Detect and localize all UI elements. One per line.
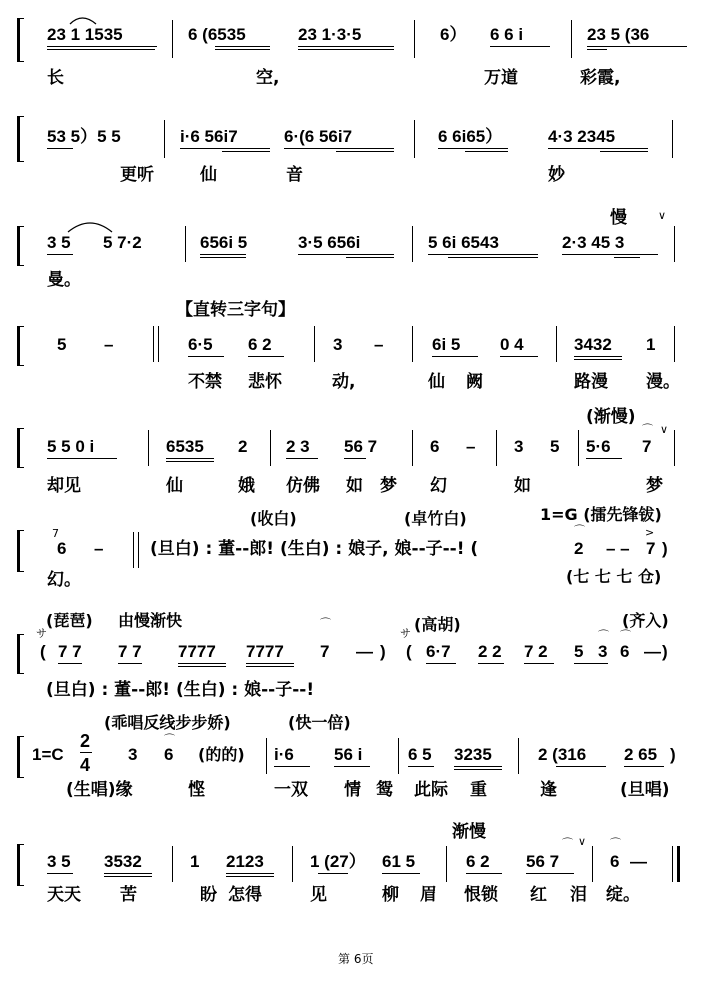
note: 3: [333, 335, 343, 354]
aria-label: (乖唱反线步步娇): [104, 713, 231, 732]
lyric: 不禁: [188, 372, 222, 392]
fermata-icon: ⌒: [610, 837, 621, 850]
note-group: 6 2: [466, 852, 490, 871]
lyric: 仙: [166, 476, 183, 496]
lyric: 音: [286, 165, 303, 185]
breath-mark: ∨: [578, 835, 587, 848]
time-signature-top: 2: [80, 731, 91, 751]
fermata-icon: ⌒: [164, 733, 175, 746]
lyric: 却见: [47, 476, 81, 496]
note-group: 2 65: [624, 745, 658, 764]
note-group: 23 5 (36: [587, 25, 650, 44]
note-group: 6·(6 56i7: [284, 127, 353, 146]
lyric: 红: [530, 885, 547, 905]
note: –: [374, 335, 384, 354]
note-group: 7777: [246, 642, 284, 661]
tempo-mark: 由慢渐快: [118, 611, 183, 630]
note-group: 6）: [440, 25, 467, 44]
note: 6: [620, 642, 630, 661]
note-group: 3532: [104, 852, 142, 871]
lyric: 悲怀: [248, 372, 282, 392]
note-group: 6 (6535: [188, 25, 246, 44]
note-group: 7 7: [118, 642, 142, 661]
note-group: 7 7: [58, 642, 82, 661]
note: 3: [598, 642, 608, 661]
note-group: 6 2: [248, 335, 272, 354]
lyric: 仙: [428, 372, 445, 392]
note-group: 53 5）5 5: [47, 127, 121, 146]
note-group: 2123: [226, 852, 264, 871]
note: 6: [57, 539, 67, 558]
dash: —: [630, 852, 647, 871]
instrument-label: (高胡): [414, 615, 461, 634]
key-signature: 1=C: [32, 745, 64, 764]
note: 6: [430, 437, 440, 456]
cue-label: (卓竹白): [404, 509, 467, 528]
note-group: 6i 5: [432, 335, 461, 354]
lyric: 柳: [382, 885, 399, 905]
note-group: 3 5: [47, 233, 71, 252]
note-group: 3·5 656i: [298, 233, 361, 252]
note-group: 3235: [454, 745, 492, 764]
note: –: [94, 539, 104, 558]
note-group: 23 1·3·5: [298, 25, 362, 44]
lyric: 仙: [200, 165, 217, 185]
lyric: 一双: [274, 780, 308, 800]
note: 6: [610, 852, 620, 871]
note: –: [104, 335, 114, 354]
note-group: 2 2: [478, 642, 502, 661]
lyric: 如: [346, 476, 363, 496]
tempo-mark: 慢: [610, 208, 627, 228]
lyric: 路漫: [574, 372, 608, 392]
close-paren: ): [380, 642, 386, 661]
lyric: 曼。: [47, 270, 81, 290]
note: –: [466, 437, 476, 456]
lyric: (旦唱): [620, 780, 670, 800]
note: 7: [642, 437, 652, 456]
lyric: 重: [470, 780, 487, 800]
lyric: 长: [47, 68, 64, 88]
fermata-icon: ⌒: [598, 629, 609, 642]
fermata-icon: ⌒: [642, 423, 653, 436]
cue-label: (收白): [250, 509, 297, 528]
note-group: i·6: [274, 745, 294, 764]
lyric: 眉: [420, 885, 437, 905]
time-signature-bottom: 4: [80, 755, 91, 775]
slur-icon: [70, 18, 96, 24]
lyric: 漫。: [646, 372, 680, 392]
fermata-icon: ⌒: [620, 629, 631, 642]
lyric: 妙: [548, 165, 565, 185]
lyric: 逢: [540, 780, 557, 800]
lyric: 见: [310, 885, 327, 905]
note-group: 5 7·2: [103, 233, 142, 252]
lyric: 鸳: [376, 780, 393, 800]
key-signature: 1=G (擂先锋钹): [540, 505, 662, 524]
note-group: 6 6 i: [490, 25, 524, 44]
lyric: 仿佛: [286, 476, 320, 496]
lyric: 悭: [188, 780, 205, 800]
lyric: 阙: [466, 372, 483, 392]
lyric: 动,: [332, 372, 356, 392]
close-paren: ): [662, 539, 668, 558]
note-group: 2·3 45 3: [562, 233, 625, 252]
note-group: 6·5: [188, 335, 213, 354]
lyric: 彩霞,: [580, 68, 621, 88]
fermata-icon: ⌒: [320, 617, 331, 630]
instrument-label: (琵琶): [46, 611, 93, 630]
note-group: 61 5: [382, 852, 416, 871]
note-group: 6 5: [408, 745, 432, 764]
note-group: 0 4: [500, 335, 524, 354]
note: 5: [57, 335, 67, 354]
note: 7: [320, 642, 330, 661]
note-group: 3 5: [47, 852, 71, 871]
slur-icon: [68, 223, 112, 232]
lyric: 梦: [646, 476, 663, 496]
lyric: (生唱)缘: [66, 780, 133, 800]
lyric: 怎得: [228, 885, 262, 905]
spoken-dialogue: (旦白) : 董--郎! (生白) : 娘子, 娘--子--! (: [150, 539, 479, 559]
lyric: 此际: [414, 780, 448, 800]
percussion-cue: (七 七 七 仓): [566, 567, 662, 586]
note-group: 6·7: [426, 642, 451, 661]
close-paren: ): [670, 745, 676, 764]
lyric: 盼: [200, 885, 217, 905]
lyric: 梦: [380, 476, 397, 496]
note: 5: [550, 437, 560, 456]
note-group: 4·3 2345: [548, 127, 616, 146]
note-group: 5 6i 6543: [428, 233, 499, 252]
note-group: 2 3: [286, 437, 310, 456]
note-group: 56 7: [344, 437, 378, 456]
lyric: 空,: [256, 68, 280, 88]
note: 6: [164, 745, 174, 764]
fermata-icon: ⌒: [574, 524, 585, 537]
vocalization: (的的): [198, 745, 245, 764]
lyric: 泪: [570, 885, 587, 905]
note-group: 56 7: [526, 852, 560, 871]
note-group: 2 (316: [538, 745, 587, 764]
lyric: 万道: [484, 68, 518, 88]
note-group: 5 5 0 i: [47, 437, 95, 456]
note-group: 3432: [574, 335, 612, 354]
lyric: 天天: [47, 885, 81, 905]
note-group: 6535: [166, 437, 204, 456]
tempo-mark: 渐慢: [452, 822, 486, 842]
note-group: 656i 5: [200, 233, 248, 252]
note-group: 7777: [178, 642, 216, 661]
cue-label: (齐入): [622, 611, 669, 630]
dash: —: [644, 642, 661, 661]
accent-icon: >: [645, 526, 655, 539]
breath-mark: ∨: [660, 423, 669, 436]
open-paren: (: [406, 642, 412, 661]
breath-mark: ∨: [658, 209, 667, 222]
note-group: 23 1 1535: [47, 25, 123, 44]
note: 1: [190, 852, 200, 871]
lyric: 情: [344, 780, 361, 800]
note-group: i·6 56i7: [180, 127, 238, 146]
note: 2: [238, 437, 248, 456]
note-group: 6 6i65）: [438, 127, 503, 146]
lyric: 更听: [120, 165, 154, 185]
note-group: 1 (27）: [310, 852, 366, 871]
note: 7: [646, 539, 656, 558]
lyric: 娥: [238, 476, 255, 496]
tempo-mark: (渐慢): [586, 407, 636, 427]
dash: —: [356, 642, 373, 661]
note: 1: [646, 335, 656, 354]
section-label: 【直转三字句】: [176, 300, 295, 320]
grace-note: サ: [36, 627, 47, 640]
note: 5: [574, 642, 584, 661]
note: 3: [514, 437, 524, 456]
lyric: 绽。: [606, 885, 640, 905]
note: – –: [606, 539, 630, 558]
note-group: 5·6: [586, 437, 611, 456]
note-group: 56 i: [334, 745, 363, 764]
grace-note: サ: [400, 627, 411, 640]
lyric: 恨锁: [464, 885, 498, 905]
close-paren: ): [662, 642, 668, 661]
tempo-mark: (快一倍): [288, 713, 351, 732]
fermata-icon: ⌒: [562, 837, 573, 850]
lyric: 如: [514, 476, 531, 496]
note: 2: [574, 539, 584, 558]
note: 3: [128, 745, 138, 764]
grace-note: 7: [52, 527, 59, 540]
lyric: 幻: [430, 476, 447, 496]
open-paren: (: [40, 642, 46, 661]
note-group: 7 2: [524, 642, 548, 661]
lyric: 幻。: [47, 570, 81, 590]
lyric: 苦: [120, 885, 137, 905]
spoken-dialogue: (旦白) : 董--郎! (生白) : 娘--子--!: [46, 680, 315, 700]
page-number: 第 6页: [338, 952, 374, 966]
